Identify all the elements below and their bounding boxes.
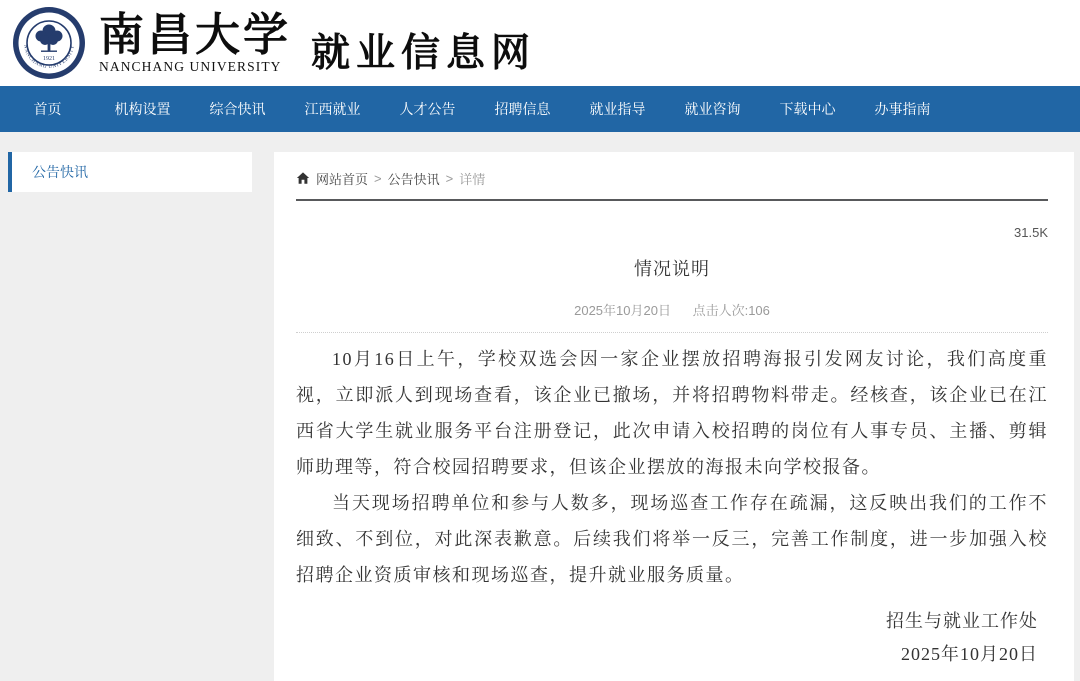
home-icon bbox=[296, 171, 310, 185]
breadcrumb-home-link[interactable]: 网站首页 bbox=[316, 171, 369, 187]
breadcrumb-section-link[interactable]: 公告快讯 bbox=[387, 171, 440, 187]
nav-item-home[interactable]: 首页 bbox=[33, 101, 62, 117]
nav-item-guide[interactable]: 办事指南 bbox=[874, 101, 931, 117]
nav-item-org[interactable]: 机构设置 bbox=[114, 101, 171, 117]
page-title: 情况说明 bbox=[634, 259, 710, 279]
article-meta bbox=[296, 300, 1048, 319]
breadcrumb bbox=[296, 168, 1048, 188]
sidebar bbox=[8, 152, 252, 192]
breadcrumb-separator: > bbox=[374, 170, 382, 186]
breadcrumb-divider bbox=[296, 199, 1048, 201]
article-date: 2025年10月20日 bbox=[574, 303, 671, 318]
nav-item-guidance[interactable]: 就业指导 bbox=[589, 101, 646, 117]
nav-item-download[interactable]: 下载中心 bbox=[779, 101, 836, 117]
article-signature bbox=[296, 605, 1048, 671]
nav-item-consult[interactable]: 就业咨询 bbox=[684, 101, 741, 117]
main-nav bbox=[0, 86, 1080, 132]
article-hits: 点击人次:106 bbox=[692, 303, 770, 318]
article-paragraph: 当天现场招聘单位和参与人数多，现场巡查工作存在疏漏，这反映出我们的工作不细致、不到位，对此深表歉意。后续我们将举一反三，完善工作制度，进一步加强入校招聘企业资质审核和现场巡查，提升就业服务质量。 bbox=[296, 493, 1048, 585]
site-name: 就业信息网 bbox=[311, 32, 537, 75]
university-seal-logo bbox=[12, 6, 86, 80]
seal-ring-text: NANCHANG UNIVERSITY bbox=[22, 44, 76, 71]
nav-item-recruit[interactable]: 招聘信息 bbox=[494, 101, 551, 117]
signature-date: 2025年10月20日 bbox=[901, 644, 1038, 664]
article-body bbox=[296, 341, 1048, 593]
seal-year-text: 1921 bbox=[43, 56, 55, 62]
university-en-name: NANCHANG UNIVERSITY bbox=[99, 59, 282, 75]
nav-item-news[interactable]: 综合快讯 bbox=[209, 101, 266, 117]
university-cn-name: 南昌大学 bbox=[99, 7, 292, 61]
main-area bbox=[0, 132, 1080, 681]
nav-item-jiangxi[interactable]: 江西就业 bbox=[304, 101, 361, 117]
breadcrumb-current: 详情 bbox=[459, 171, 486, 187]
university-seal-icon bbox=[12, 6, 86, 80]
article-paragraph: 10月16日上午，学校双选会因一家企业摆放招聘海报引发网友讨论，我们高度重视，立即派人到现场查看，该企业已撤场，并将招聘物料带走。经核查，该企业已在江西省大学生就业服务平台注册登记，此次申请入校招聘的岗位有人事专员、主播、剪辑师助理等，符合校园招聘要求，但该企业摆放的海报未向学校报备。 bbox=[296, 349, 1048, 477]
brand-block bbox=[99, 7, 292, 75]
view-count: 31.5K bbox=[1014, 225, 1048, 240]
signature-author: 招生与就业工作处 bbox=[886, 611, 1038, 631]
meta-divider bbox=[296, 332, 1048, 333]
nav-item-talent[interactable]: 人才公告 bbox=[399, 101, 456, 117]
content-panel bbox=[274, 152, 1074, 681]
site-header bbox=[0, 0, 1080, 86]
breadcrumb-separator: > bbox=[445, 170, 454, 186]
sidebar-item-announcements[interactable]: 公告快讯 bbox=[8, 152, 252, 192]
